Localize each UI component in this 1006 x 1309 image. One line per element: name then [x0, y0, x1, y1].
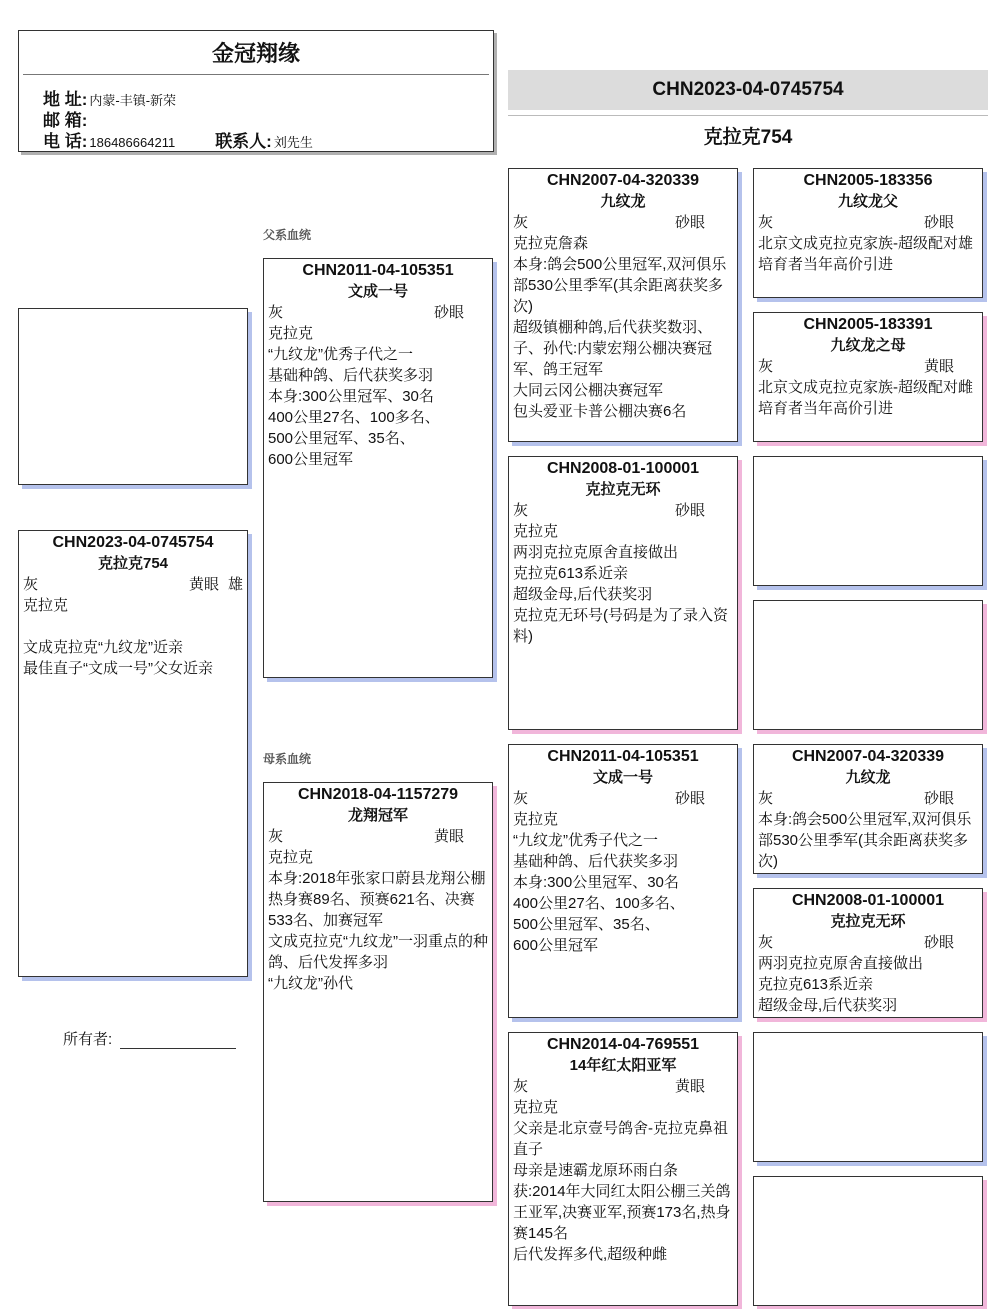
- contact-value: 刘先生: [273, 135, 313, 150]
- color: 灰: [513, 214, 529, 231]
- dam-card: [263, 782, 493, 1202]
- color-eye-row: [509, 212, 737, 233]
- color: 灰: [758, 934, 774, 951]
- eye: 黄眼: [923, 358, 954, 375]
- dam-sire-sire-card: [753, 744, 983, 874]
- sex: 雄: [227, 576, 243, 593]
- eye: 黄眼: [433, 828, 464, 845]
- eye: 砂眼: [923, 790, 954, 807]
- pigeon-name: 克拉克无环: [830, 913, 906, 930]
- contact-label: 联系人:: [215, 132, 272, 151]
- eye: 砂眼: [923, 934, 954, 951]
- pigeon-name: 14年红太阳亚军: [569, 1057, 677, 1074]
- description: 克拉克 “九纹龙”优秀子代之一 基础种鸽、后代获奖多羽 本身:300公里冠军、30名 400公里27名、100多名、 500公里冠军、35名、 600公里冠军: [513, 811, 685, 954]
- address-label: 地 址:: [43, 90, 88, 109]
- description: 本身:鸽会500公里冠军,双河俱乐部530公里季军(其余距离获奖多次): [758, 811, 972, 870]
- sire-sire-dam-card: [753, 312, 983, 442]
- dam-dam-dam-card: [753, 1176, 983, 1306]
- color-eye-row: [754, 356, 982, 377]
- ring-number: CHN2005-183391: [803, 316, 933, 333]
- color-eye-row: [754, 932, 982, 953]
- owner-label: 所有者:: [63, 1031, 113, 1048]
- description: 克拉克 父亲是北京壹号鸽舍-克拉克鼻祖直子 母亲是速霸龙原环雨白条 获:2014年大同红太阳公棚三关鸽王亚军,决赛亚军,预赛173名,热身赛145名 后代发挥多代,超级种雌: [513, 1099, 731, 1263]
- color: 灰: [513, 502, 529, 519]
- ring-number: CHN2018-04-1157279: [297, 786, 459, 803]
- dam-dam-sire-card: [753, 1032, 983, 1162]
- ring-number: CHN2014-04-769551: [546, 1036, 700, 1053]
- color-eye-row: [264, 826, 492, 847]
- ring-number: CHN2011-04-105351: [302, 262, 454, 279]
- sire-line-label: 父系血统: [263, 228, 312, 242]
- color: 灰: [758, 790, 774, 807]
- banner-divider: [508, 115, 988, 116]
- description: 北京文成克拉克家族-超级配对雄 培育者当年高价引进: [758, 235, 973, 273]
- color-eye-row: [754, 788, 982, 809]
- color: 灰: [513, 790, 529, 807]
- description: 克拉克 两羽克拉克原舍直接做出 克拉克613系近亲 超级金母,后代获奖羽 克拉克无环号(号码是为了录入资料): [513, 523, 728, 645]
- loft-name: 金冠翔缘: [211, 41, 300, 66]
- ring-number: CHN2005-183356: [803, 172, 933, 189]
- ring-number: CHN2008-01-100001: [791, 892, 945, 909]
- sire-dam-dam-card: [753, 600, 983, 730]
- color: 灰: [268, 828, 284, 845]
- description: 两羽克拉克原舍直接做出 克拉克613系近亲 超级金母,后代获奖羽: [758, 955, 924, 1014]
- owner-signature-line[interactable]: [120, 1035, 236, 1049]
- color-eye-row: [754, 212, 982, 233]
- sire-card: [263, 258, 493, 678]
- ring-number: CHN2007-04-320339: [791, 748, 945, 765]
- email-label: 邮 箱:: [43, 111, 88, 130]
- pigeon-name: 克拉克无环: [585, 481, 661, 498]
- dam-dam-card: [508, 1032, 738, 1306]
- ring-number: CHN2008-01-100001: [546, 460, 700, 477]
- eye: 砂眼: [923, 214, 954, 231]
- color-eye-row: [19, 574, 247, 595]
- pigeon-name: 九纹龙父: [837, 193, 898, 210]
- pigeon-name: 克拉克754: [97, 555, 169, 572]
- pigeon-name: 龙翔冠军: [347, 807, 408, 824]
- loft-header: [18, 30, 494, 152]
- subject-ring-banner: CHN2023-04-0745754: [508, 70, 988, 110]
- pigeon-name: 文成一号: [347, 283, 408, 300]
- eye: 黄眼: [674, 1078, 705, 1095]
- sire-sire-card: [508, 168, 738, 442]
- dam-line-label: 母系血统: [263, 752, 312, 766]
- loft-divider: [23, 74, 489, 75]
- sire-sire-sire-card: [753, 168, 983, 298]
- description: 克拉克 本身:2018年张家口蔚县龙翔公棚热身赛89名、预赛621名、决赛533名、加赛冠军 文成克拉克“九纹龙”一羽重点的种鸽、后代发挥多羽 “九纹龙”孙代: [268, 849, 488, 992]
- subject-name-title: 克拉克754: [703, 127, 793, 148]
- description: 克拉克 “九纹龙”优秀子代之一 基础种鸽、后代获奖多羽 本身:300公里冠军、30名 400公里27名、100多名、 500公里冠军、35名、 600公里冠军: [268, 325, 440, 468]
- color: 灰: [268, 304, 284, 321]
- eye: 砂眼: [433, 304, 464, 321]
- description: 北京文成克拉克家族-超级配对雌 培育者当年高价引进: [758, 379, 973, 417]
- eye: 砂眼: [674, 790, 705, 807]
- eye: 砂眼: [674, 502, 705, 519]
- color-eye-row: [509, 1076, 737, 1097]
- pigeon-name: 九纹龙: [845, 769, 891, 786]
- subject-card: [18, 530, 248, 977]
- dam-sire-dam-card: [753, 888, 983, 1018]
- color-eye-row: [509, 500, 737, 521]
- color: 灰: [23, 576, 39, 593]
- color: 灰: [513, 1078, 529, 1095]
- color-eye-row: [509, 788, 737, 809]
- phone-value: 186486664211: [89, 135, 176, 150]
- sire-dam-card: [508, 456, 738, 730]
- color: 灰: [758, 358, 774, 375]
- description: 克拉克 文成克拉克“九纹龙”近亲 最佳直子“文成一号”父女近亲: [23, 597, 213, 677]
- sire-dam-sire-card: [753, 456, 983, 586]
- phone-row: [43, 127, 313, 152]
- eye: 黄眼: [188, 576, 219, 593]
- pigeon-name: 文成一号: [592, 769, 653, 786]
- address-value: 内蒙-丰镇-新荣: [89, 93, 177, 108]
- color-eye-row: [264, 302, 492, 323]
- photo-box: [18, 308, 248, 485]
- ring-number: CHN2011-04-105351: [547, 748, 699, 765]
- ring-number: CHN2007-04-320339: [546, 172, 700, 189]
- color: 灰: [758, 214, 774, 231]
- owner-field: [63, 1028, 236, 1049]
- phone-label: 电 话:: [43, 132, 88, 151]
- description: 克拉克詹森 本身:鸽会500公里冠军,双河俱乐部530公里季军(其余距离获奖多次) 超级镇棚种鸽,后代获奖数羽、 子、孙代:内蒙宏翔公棚决赛冠军、鸽王冠军 大同云冈公棚决赛冠军 包头爱亚卡普公棚决赛6名: [513, 235, 727, 420]
- eye: 砂眼: [674, 214, 705, 231]
- dam-sire-card: [508, 744, 738, 1018]
- pigeon-name: 九纹龙: [600, 193, 646, 210]
- ring-number: CHN2023-04-0745754: [52, 534, 214, 551]
- pigeon-name: 九纹龙之母: [830, 337, 906, 354]
